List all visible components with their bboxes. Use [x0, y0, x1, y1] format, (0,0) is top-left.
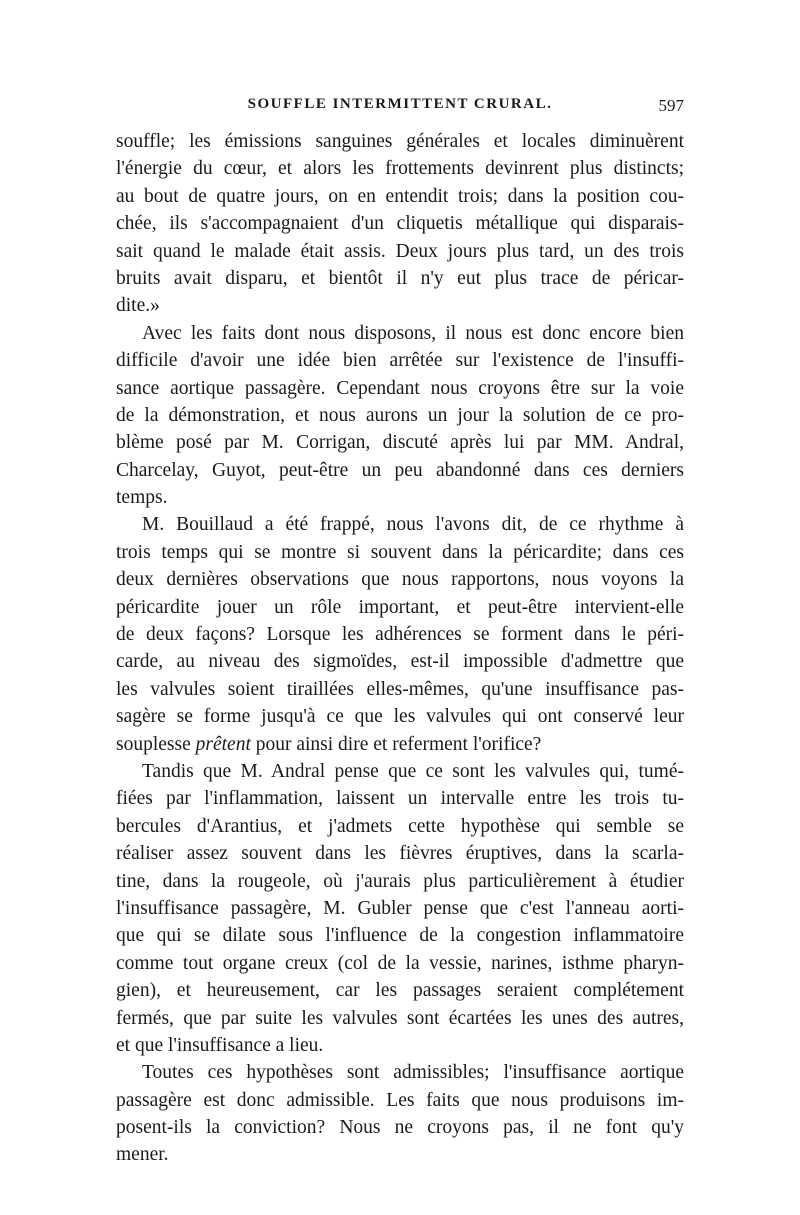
text-line: bruits avait disparu, et bientôt il n'y eut plus trace de péricar-	[116, 267, 684, 289]
text-line: blème posé par M. Corrigan, discuté après lui par MM. Andral,	[116, 432, 684, 454]
text-line: sait quand le malade était assis. Deux jours plus tard, un des trois	[116, 240, 684, 262]
text-line: réaliser assez souvent dans les fièvres éruptives, dans la scarla-	[116, 843, 684, 865]
page-number: 597	[658, 96, 684, 115]
text-line: péricardite jouer un rôle important, et peut-être intervient-elle	[116, 596, 684, 618]
text-line: passagère est donc admissible. Les faits que nous produisons im-	[116, 1089, 684, 1111]
text-line: comme tout organe creux (col de la vessie, narines, isthme pharyn-	[116, 952, 684, 974]
text-line: temps.	[116, 487, 168, 509]
text-line: M. Bouillaud a été frappé, nous l'avons dit, de ce rhythme à	[142, 514, 684, 536]
text-line: de la démonstration, et nous aurons un jour la solution de ce pro-	[116, 404, 684, 426]
text-line: carde, au niveau des sigmoïdes, est-il impossible d'admettre que	[116, 651, 684, 673]
text-line: l'insuffisance passagère, M. Gubler pense que c'est l'anneau aorti-	[116, 897, 684, 919]
text-line: et que l'insuffisance a lieu.	[116, 1034, 324, 1056]
text-line: gien), et heureusement, car les passages seraient complétement	[116, 980, 684, 1002]
text-line: de deux façons? Lorsque les adhérences se forment dans le péri-	[116, 624, 684, 646]
text-line: Tandis que M. Andral pense que ce sont les valvules qui, tumé-	[142, 760, 684, 782]
text-line: au bout de quatre jours, on en entendit trois; dans la position cou-	[116, 185, 684, 207]
text-line: trois temps qui se montre si souvent dans la péricardite; dans ces	[116, 541, 684, 563]
text-segment: souplesse	[116, 733, 196, 755]
text-line: que qui se dilate sous l'influence de la congestion inflammatoire	[116, 925, 684, 947]
text-line: difficile d'avoir une idée bien arrêtée sur l'existence de l'insuffi-	[116, 350, 684, 372]
text-line: fermés, que par suite les valvules sont écartées les unes des autres,	[116, 1007, 684, 1029]
italic-word: prêtent	[195, 733, 251, 755]
text-line: fiées par l'inflammation, laissent un intervalle entre les trois tu-	[116, 788, 684, 810]
text-line: sagère se forme jusqu'à ce que les valvules qui ont conservé leur	[116, 706, 684, 728]
text-line: Avec les faits dont nous disposons, il nous est donc encore bien	[142, 322, 684, 344]
running-head	[116, 96, 684, 120]
text-line: deux dernières observations que nous rapportons, nous voyons la	[116, 569, 684, 591]
text-line: sance aortique passagère. Cependant nous croyons être sur la voie	[116, 377, 684, 399]
text-line: Charcelay, Guyot, peut-être un peu abandonné dans ces derniers	[116, 459, 684, 481]
text-line: dite.»	[116, 295, 160, 317]
body-text	[116, 128, 684, 1169]
text-line: posent-ils la conviction? Nous ne croyons pas, il ne font qu'y	[116, 1117, 684, 1139]
text-line: l'énergie du cœur, et alors les frottements devinrent plus distincts;	[116, 158, 684, 180]
text-line: chée, ils s'accompagnaient d'un cliquetis métallique qui disparais-	[116, 213, 684, 235]
text-line: bercules d'Arantius, et j'admets cette hypothèse qui semble se	[116, 815, 684, 837]
text-segment: pour ainsi dire et referment l'orifice?	[250, 733, 542, 755]
text-line: tine, dans la rougeole, où j'aurais plus particulièrement à étudier	[116, 870, 684, 892]
text-line: Toutes ces hypothèses sont admissibles; l'insuffisance aortique	[142, 1062, 684, 1084]
text-line: les valvules soient tiraillées elles-mêmes, qu'une insuffisance pas-	[116, 678, 684, 700]
text-line	[116, 731, 684, 758]
text-line: souffle; les émissions sanguines générales et locales diminuèrent	[116, 131, 684, 152]
running-title: SOUFFLE INTERMITTENT CRURAL.	[247, 96, 553, 112]
text-line: mener.	[116, 1144, 169, 1166]
